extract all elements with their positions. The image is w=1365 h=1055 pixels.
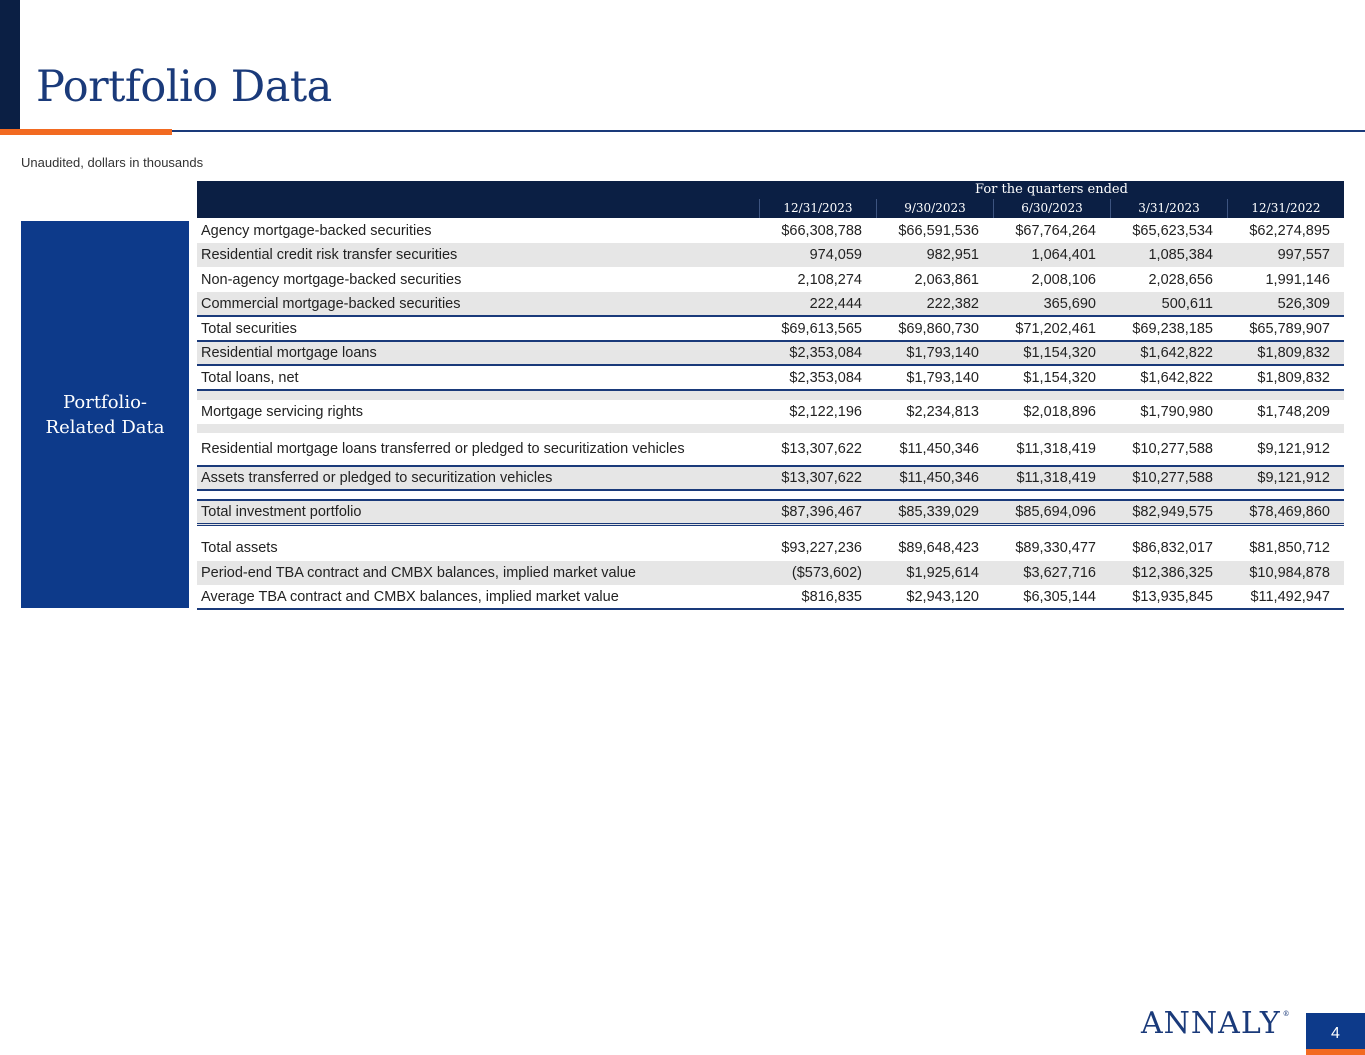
- cell-value: 1,991,146: [1265, 271, 1330, 288]
- row-spacer: [197, 491, 1344, 499]
- cell-value: $2,018,896: [1023, 404, 1096, 420]
- cell-value: $1,642,822: [1140, 345, 1213, 361]
- table-row: [197, 526, 1344, 561]
- cell-value: $1,642,822: [1140, 369, 1213, 386]
- cell-value: $816,835: [801, 588, 862, 605]
- cell-value: $85,339,029: [898, 504, 979, 520]
- table-row: [197, 499, 1344, 526]
- cell-value: 2,108,274: [797, 271, 862, 288]
- table-row: [197, 400, 1344, 424]
- cell-value: 222,444: [809, 295, 862, 312]
- left-accent-bar: [0, 0, 20, 130]
- cell-value: $1,748,209: [1257, 404, 1330, 420]
- cell-value: 2,028,656: [1148, 271, 1213, 288]
- cell-value: $69,238,185: [1132, 320, 1213, 337]
- cell-value: $1,154,320: [1023, 369, 1096, 386]
- title-rule: [0, 130, 1365, 132]
- row-label: Residential mortgage loans: [201, 345, 377, 361]
- cell-value: 997,557: [1277, 247, 1330, 263]
- cell-value: $93,227,236: [781, 539, 862, 556]
- table-row: [197, 317, 1344, 342]
- table-row: [197, 218, 1344, 243]
- cell-value: $1,154,320: [1023, 345, 1096, 361]
- table-row: [197, 433, 1344, 467]
- logo-text: ANNALY: [1141, 1006, 1281, 1041]
- cell-value: $10,984,878: [1249, 565, 1330, 581]
- cell-value: $71,202,461: [1015, 320, 1096, 337]
- row-label: Period-end TBA contract and CMBX balances, implied market value: [201, 565, 636, 581]
- cell-value: $2,943,120: [906, 588, 979, 605]
- cell-value: $69,860,730: [898, 320, 979, 337]
- cell-value: $1,790,980: [1140, 404, 1213, 420]
- table-note: Unaudited, dollars in thousands: [21, 155, 204, 170]
- cell-value: $1,925,614: [906, 565, 979, 581]
- table-row: [197, 243, 1344, 267]
- row-spacer: [197, 391, 1344, 400]
- page-number-accent: [1306, 1049, 1365, 1055]
- cell-value: $1,793,140: [906, 369, 979, 386]
- cell-value: $2,353,084: [789, 345, 862, 361]
- cell-value: $11,450,346: [899, 470, 979, 486]
- cell-value: $82,949,575: [1132, 504, 1213, 520]
- row-label: Total investment portfolio: [201, 504, 362, 520]
- table-row: [197, 585, 1344, 610]
- cell-value: $10,277,588: [1132, 441, 1213, 457]
- cell-value: $89,648,423: [898, 539, 979, 556]
- cell-value: $11,492,947: [1250, 588, 1330, 605]
- table-row: [197, 467, 1344, 491]
- cell-value: 2,008,106: [1031, 271, 1096, 288]
- cell-value: $2,234,813: [906, 404, 979, 420]
- cell-value: $62,274,895: [1249, 222, 1330, 239]
- cell-value: $11,318,419: [1016, 470, 1096, 486]
- table-caption: For the quarters ended: [975, 182, 1128, 197]
- cell-value: $66,308,788: [781, 222, 862, 239]
- page-number-text: 4: [1331, 1025, 1340, 1042]
- column-header: 9/30/2023: [876, 199, 993, 218]
- row-label: Total loans, net: [201, 369, 299, 386]
- row-label: Average TBA contract and CMBX balances, implied market value: [201, 588, 619, 605]
- cell-value: $3,627,716: [1023, 565, 1096, 581]
- cell-value: $1,809,832: [1257, 345, 1330, 361]
- cell-value: $9,121,912: [1257, 470, 1330, 486]
- cell-value: $9,121,912: [1257, 441, 1330, 457]
- portfolio-table: [197, 181, 1344, 610]
- cell-value: $11,318,419: [1016, 441, 1096, 457]
- cell-value: $85,694,096: [1015, 504, 1096, 520]
- row-label: Total securities: [201, 320, 297, 337]
- cell-value: ($573,602): [791, 565, 862, 581]
- table-row: [197, 267, 1344, 292]
- side-label-text: Portfolio-Related Data: [45, 391, 165, 438]
- cell-value: $67,764,264: [1015, 222, 1096, 239]
- cell-value: $13,307,622: [781, 441, 862, 457]
- annaly-logo: [1141, 1006, 1291, 1041]
- cell-value: $89,330,477: [1015, 539, 1096, 556]
- cell-value: $2,122,196: [789, 404, 862, 420]
- cell-value: $12,386,325: [1132, 565, 1213, 581]
- cell-value: $10,277,588: [1132, 470, 1213, 486]
- row-spacer: [197, 424, 1344, 433]
- cell-value: 974,059: [809, 247, 862, 263]
- table-header-caption-row: [197, 181, 1344, 199]
- cell-value: $13,307,622: [781, 470, 862, 486]
- cell-value: $81,850,712: [1249, 539, 1330, 556]
- column-header: 12/31/2023: [759, 199, 876, 218]
- cell-value: $11,450,346: [899, 441, 979, 457]
- cell-value: 365,690: [1043, 295, 1096, 312]
- cell-value: $13,935,845: [1132, 588, 1213, 605]
- registered-mark: ®: [1282, 1010, 1291, 1018]
- cell-value: $2,353,084: [789, 369, 862, 386]
- column-header: 3/31/2023: [1110, 199, 1227, 218]
- row-label: Commercial mortgage-backed securities: [201, 295, 461, 312]
- cell-value: 526,309: [1277, 295, 1330, 312]
- cell-value: 500,611: [1161, 295, 1213, 312]
- cell-value: $69,613,565: [781, 320, 862, 337]
- side-label: [21, 221, 189, 608]
- table-row: [197, 342, 1344, 366]
- column-header: 12/31/2022: [1227, 199, 1344, 218]
- row-label: Mortgage servicing rights: [201, 404, 363, 420]
- cell-value: $78,469,860: [1249, 504, 1330, 520]
- cell-value: 1,085,384: [1148, 247, 1213, 263]
- cell-value: $65,623,534: [1132, 222, 1213, 239]
- column-header: 6/30/2023: [993, 199, 1110, 218]
- cell-value: 2,063,861: [914, 271, 979, 288]
- row-label: Assets transferred or pledged to securitization vehicles: [201, 470, 553, 486]
- table-row: [197, 292, 1344, 317]
- header-blank-cell: [197, 199, 759, 218]
- cell-value: $87,396,467: [781, 504, 862, 520]
- cell-value: $1,809,832: [1257, 369, 1330, 386]
- table-row: [197, 366, 1344, 391]
- row-label: Residential credit risk transfer securities: [201, 247, 458, 263]
- table-header-date-row: [197, 199, 1344, 218]
- cell-value: 222,382: [926, 295, 979, 312]
- title-rule-accent: [0, 129, 172, 135]
- cell-value: $1,793,140: [906, 345, 979, 361]
- cell-value: $65,789,907: [1249, 320, 1330, 337]
- cell-value: 982,951: [926, 247, 979, 263]
- row-label: Agency mortgage-backed securities: [201, 222, 432, 239]
- cell-value: 1,064,401: [1031, 247, 1096, 263]
- table-row: [197, 561, 1344, 585]
- cell-value: $66,591,536: [898, 222, 979, 239]
- cell-value: $86,832,017: [1132, 539, 1213, 556]
- row-label: Residential mortgage loans transferred or pledged to securitization vehicles: [201, 441, 685, 457]
- cell-value: $6,305,144: [1023, 588, 1096, 605]
- row-label: Total assets: [201, 539, 278, 556]
- row-label: Non-agency mortgage-backed securities: [201, 271, 462, 288]
- page-title: Portfolio Data: [36, 62, 332, 112]
